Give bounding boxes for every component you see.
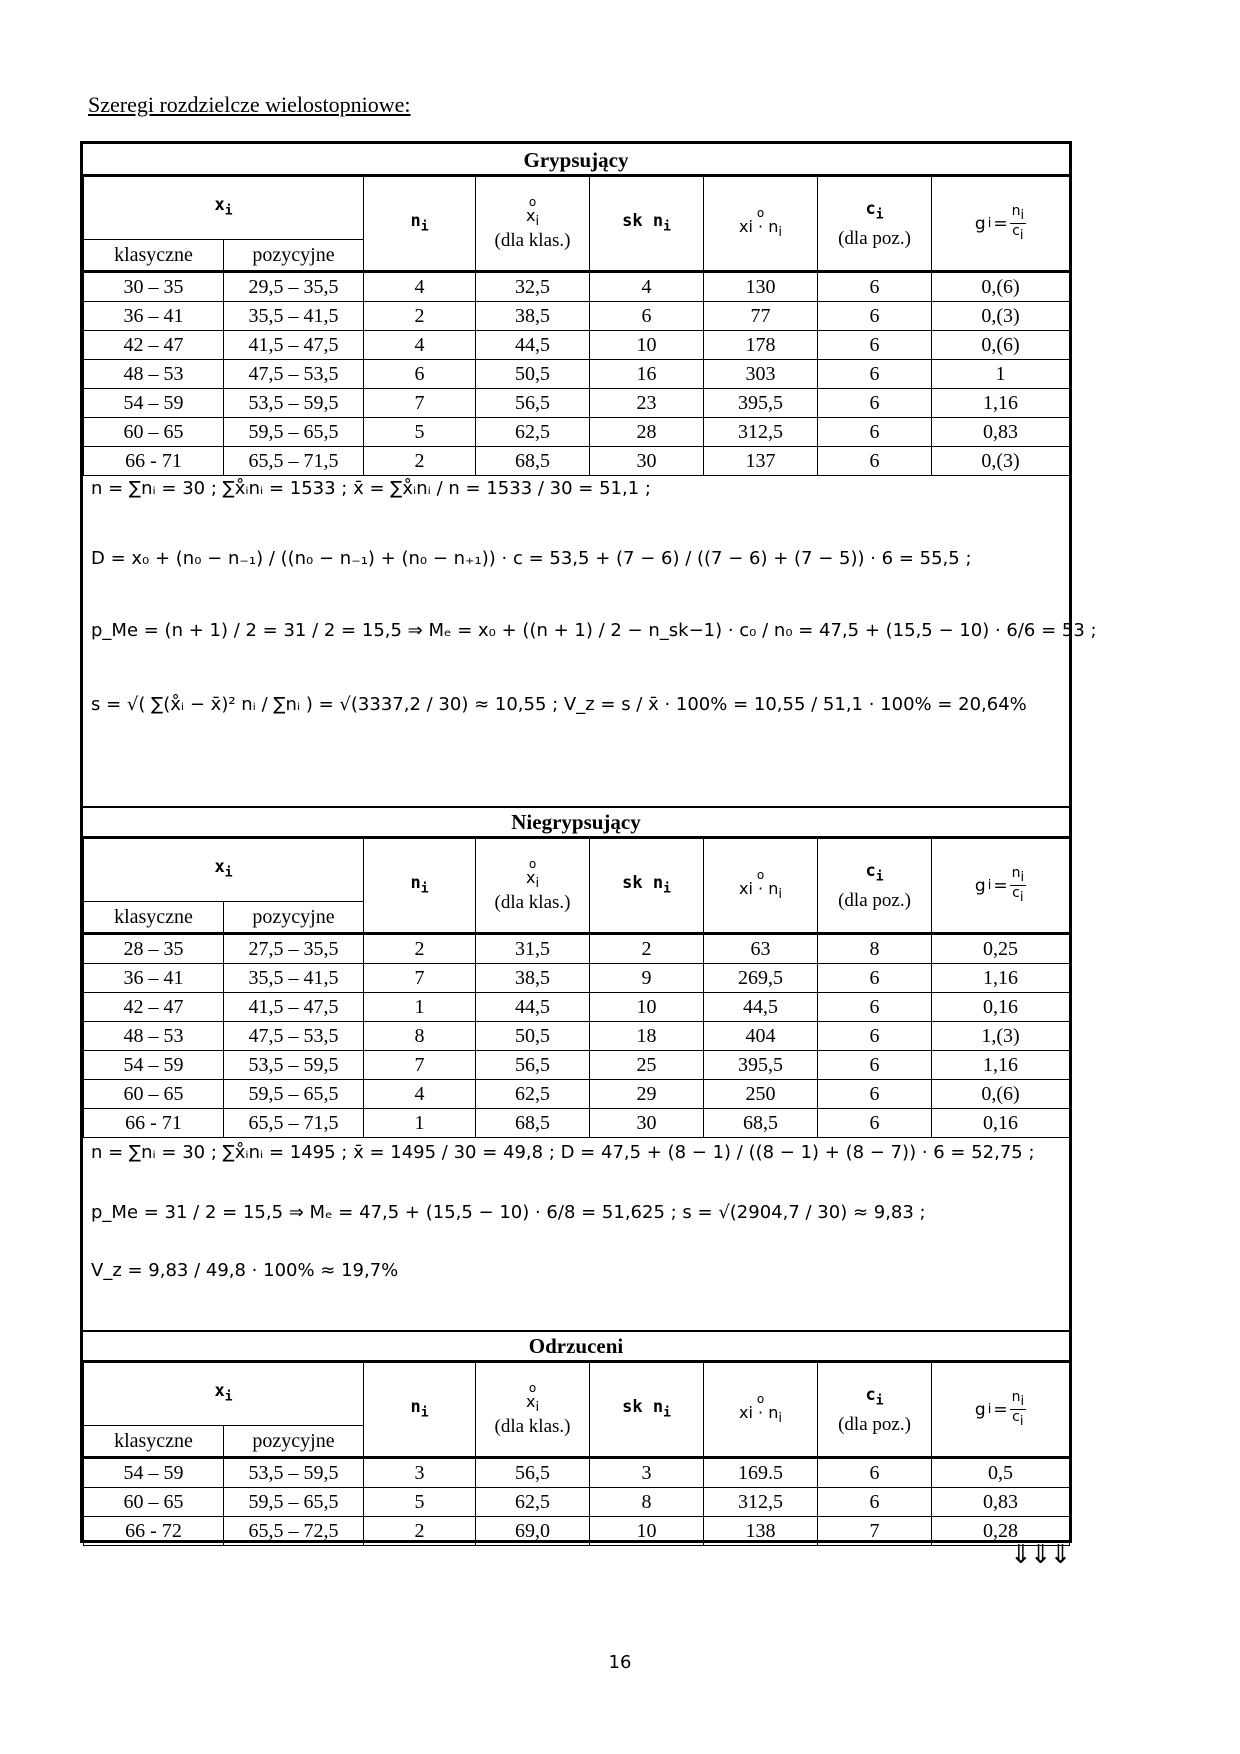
table-cell: 6 — [818, 360, 932, 389]
ci-header: $c_i$ — [865, 1385, 884, 1409]
table-cell: 0,25 — [932, 934, 1070, 964]
table-row — [84, 1488, 1070, 1517]
table-cell: 29 — [590, 1080, 704, 1109]
ci-header: $c_i$ — [865, 199, 884, 223]
table-cell: 6 — [818, 389, 932, 418]
skni-header: sk $n_i$ — [622, 872, 671, 897]
table-cell: 59,5 – 65,5 — [224, 418, 364, 447]
table-cell: 54 – 59 — [84, 389, 224, 418]
formulas-niegrypsujacy — [83, 1126, 1069, 1306]
table-cell: 0,(3) — [932, 447, 1070, 476]
table-cell: 28 — [590, 418, 704, 447]
xo-header: o $x_i$ — [525, 194, 540, 230]
table-cell: 16 — [590, 360, 704, 389]
xini-header: o xi · $n_i$ — [739, 868, 782, 903]
table-cell: 66 - 71 — [84, 1109, 224, 1138]
table-cell: 6 — [818, 1109, 932, 1138]
table-cell: 1 — [364, 1109, 476, 1138]
table-cell: 1,16 — [932, 1051, 1070, 1080]
ni-header: $n_i$ — [410, 872, 429, 897]
table-cell: 1,16 — [932, 964, 1070, 993]
table-cell: 54 – 59 — [84, 1051, 224, 1080]
table-row — [84, 934, 1070, 964]
table-cell: 6 — [818, 993, 932, 1022]
table-cell: 269,5 — [704, 964, 818, 993]
table-cell: 42 – 47 — [84, 331, 224, 360]
table-cell: 6 — [818, 1080, 932, 1109]
table-cell: 7 — [364, 389, 476, 418]
table-cell: 169.5 — [704, 1458, 818, 1488]
table-cell: 4 — [364, 1080, 476, 1109]
gi-header: g i = $\frac{ni}{ci}$ — [974, 865, 1025, 905]
table-cell: 2 — [364, 302, 476, 331]
table-cell: 50,5 — [476, 1022, 590, 1051]
table-niegrypsujacy — [83, 838, 1070, 1138]
xi-header: $x_i$ — [214, 195, 233, 219]
xi-header: $x_i$ — [214, 857, 233, 881]
table-cell: 6 — [818, 302, 932, 331]
table-cell: 42 – 47 — [84, 993, 224, 1022]
gi-header: g i = $\frac{ni}{ci}$ — [974, 203, 1025, 243]
xini-header: o xi · $n_i$ — [739, 206, 782, 241]
table-cell: 0,(6) — [932, 272, 1070, 302]
table-cell: 5 — [364, 418, 476, 447]
xi-header: $x_i$ — [214, 1381, 233, 1405]
table-cell: 23 — [590, 389, 704, 418]
table-cell: 25 — [590, 1051, 704, 1080]
table-cell: 48 – 53 — [84, 360, 224, 389]
table-cell: 1,(3) — [932, 1022, 1070, 1051]
table-cell: 6 — [364, 360, 476, 389]
table-cell: 0,83 — [932, 1488, 1070, 1517]
table-cell: 6 — [818, 272, 932, 302]
table-cell: 32,5 — [476, 272, 590, 302]
skni-header: sk $n_i$ — [622, 1396, 671, 1421]
table-cell: 1 — [932, 360, 1070, 389]
table-cell: 6 — [818, 1488, 932, 1517]
table-cell: 38,5 — [476, 302, 590, 331]
statistics-frame — [80, 141, 1097, 1543]
table-cell: 50,5 — [476, 360, 590, 389]
table-cell: 4 — [590, 272, 704, 302]
table-cell: 5 — [364, 1488, 476, 1517]
table-cell: 35,5 – 41,5 — [224, 964, 364, 993]
pozycyjne-label: pozycyjne — [252, 906, 335, 928]
table-cell: 29,5 – 35,5 — [224, 272, 364, 302]
table-odrzuceni — [83, 1362, 1070, 1546]
table-cell: 36 – 41 — [84, 302, 224, 331]
table-cell: 1 — [364, 993, 476, 1022]
table-cell: 66 - 71 — [84, 447, 224, 476]
dla-klas-label: (dla klas.) — [494, 230, 571, 252]
table-cell: 56,5 — [476, 1051, 590, 1080]
table-cell: 10 — [590, 331, 704, 360]
formula-line: n = ∑nᵢ = 30 ; ∑x̊ᵢnᵢ = 1533 ; x̄ = ∑x̊ᵢnᵢ / n = 1533 / 30 = 51,1 ; — [91, 478, 651, 499]
table-cell: 0,28 — [932, 1517, 1070, 1546]
table-cell: 10 — [590, 1517, 704, 1546]
table-cell: 7 — [364, 964, 476, 993]
table-cell: 62,5 — [476, 418, 590, 447]
table-cell: 178 — [704, 331, 818, 360]
table-cell: 4 — [364, 331, 476, 360]
klasyczne-label: klasyczne — [114, 1430, 193, 1452]
table-cell: 0,83 — [932, 418, 1070, 447]
table-cell: 60 – 65 — [84, 1488, 224, 1517]
pozycyjne-label: pozycyjne — [252, 244, 335, 266]
table-cell: 7 — [364, 1051, 476, 1080]
section-title-odrzuceni: Odrzuceni — [83, 1330, 1069, 1362]
table-cell: 38,5 — [476, 964, 590, 993]
table-cell: 59,5 – 65,5 — [224, 1080, 364, 1109]
ni-header: $n_i$ — [410, 210, 429, 235]
table-cell: 56,5 — [476, 389, 590, 418]
table-cell: 250 — [704, 1080, 818, 1109]
table-cell: 56,5 — [476, 1458, 590, 1488]
table-cell: 8 — [590, 1488, 704, 1517]
table-cell: 312,5 — [704, 418, 818, 447]
continuation-arrows: ⇓⇓⇓ — [1010, 1540, 1070, 1570]
table-cell: 41,5 – 47,5 — [224, 331, 364, 360]
table-cell: 66 - 72 — [84, 1517, 224, 1546]
klasyczne-label: klasyczne — [114, 244, 193, 266]
table-cell: 27,5 – 35,5 — [224, 934, 364, 964]
ci-header: $c_i$ — [865, 861, 884, 885]
formula-line: p_Me = 31 / 2 = 15,5 ⇒ Mₑ = 47,5 + (15,5 − 10) · 6/8 = 51,625 ; s = √(2904,7 / 30) ≈ 9,83 ; — [91, 1202, 926, 1223]
table-cell: 2 — [590, 934, 704, 964]
dla-klas-label: (dla klas.) — [494, 892, 571, 914]
table-cell: 65,5 – 72,5 — [224, 1517, 364, 1546]
table-row — [84, 272, 1070, 302]
table-cell: 0,(6) — [932, 331, 1070, 360]
table-cell: 47,5 – 53,5 — [224, 1022, 364, 1051]
table-grypsujacy — [83, 176, 1070, 476]
formula-line: D = x₀ + (n₀ − n₋₁) / ((n₀ − n₋₁) + (n₀ − n₊₁)) · c = 53,5 + (7 − 6) / ((7 − 6) + (7 − 5)) · 6 = 55,5 ; — [91, 548, 972, 569]
xo-header: o $x_i$ — [525, 1380, 540, 1416]
skni-header: sk $n_i$ — [622, 210, 671, 235]
table-cell: 60 – 65 — [84, 1080, 224, 1109]
table-cell: 395,5 — [704, 389, 818, 418]
table-cell: 0,16 — [932, 1109, 1070, 1138]
table-row — [84, 964, 1070, 993]
table-cell: 137 — [704, 447, 818, 476]
table-cell: 65,5 – 71,5 — [224, 447, 364, 476]
dla-poz-label: (dla poz.) — [838, 227, 911, 249]
table-cell: 31,5 — [476, 934, 590, 964]
table-cell: 68,5 — [476, 447, 590, 476]
table-cell: 0,16 — [932, 993, 1070, 1022]
table-cell: 63 — [704, 934, 818, 964]
formula-line: V_z = 9,83 / 49,8 · 100% ≈ 19,7% — [91, 1260, 399, 1281]
table-cell: 138 — [704, 1517, 818, 1546]
table-row — [84, 1458, 1070, 1488]
page-number: 16 — [608, 1652, 632, 1673]
table-cell: 2 — [364, 1517, 476, 1546]
table-cell: 8 — [818, 934, 932, 964]
table-cell: 1,16 — [932, 389, 1070, 418]
table-row — [84, 389, 1070, 418]
table-cell: 36 – 41 — [84, 964, 224, 993]
table-cell: 53,5 – 59,5 — [224, 1458, 364, 1488]
table-cell: 6 — [818, 447, 932, 476]
table-cell: 0,5 — [932, 1458, 1070, 1488]
section-title-niegrypsujacy: Niegrypsujący — [83, 806, 1069, 838]
table-row — [84, 360, 1070, 389]
table-cell: 3 — [590, 1458, 704, 1488]
table-cell: 404 — [704, 1022, 818, 1051]
table-cell: 69,0 — [476, 1517, 590, 1546]
table-cell: 3 — [364, 1458, 476, 1488]
section-title-grypsujacy: Grypsujący — [83, 144, 1069, 176]
table-cell: 62,5 — [476, 1080, 590, 1109]
table-cell: 44,5 — [704, 993, 818, 1022]
xo-header: o $x_i$ — [525, 856, 540, 892]
page-heading: Szeregi rozdzielcze wielostopniowe: — [88, 92, 411, 117]
table-cell: 6 — [818, 1051, 932, 1080]
table-cell: 2 — [364, 447, 476, 476]
table-cell: 53,5 – 59,5 — [224, 389, 364, 418]
table-cell: 6 — [818, 964, 932, 993]
table-cell: 8 — [364, 1022, 476, 1051]
table-row — [84, 1051, 1070, 1080]
table-cell: 35,5 – 41,5 — [224, 302, 364, 331]
table-row — [84, 1517, 1070, 1546]
table-cell: 54 – 59 — [84, 1458, 224, 1488]
pozycyjne-label: pozycyjne — [252, 1430, 335, 1452]
table-cell: 2 — [364, 934, 476, 964]
table-cell: 47,5 – 53,5 — [224, 360, 364, 389]
formula-line: n = ∑nᵢ = 30 ; ∑x̊ᵢnᵢ = 1495 ; x̄ = 1495 / 30 = 49,8 ; D = 47,5 + (8 − 1) / ((8 − 1) + (8 − 7)) · 6 = 52,75 ; — [91, 1142, 1035, 1163]
dla-klas-label: (dla klas.) — [494, 1416, 571, 1438]
table-cell: 6 — [818, 331, 932, 360]
table-cell: 44,5 — [476, 993, 590, 1022]
table-cell: 312,5 — [704, 1488, 818, 1517]
table-cell: 7 — [818, 1517, 932, 1546]
table-cell: 30 — [590, 447, 704, 476]
table-cell: 68,5 — [704, 1109, 818, 1138]
table-cell: 0,(3) — [932, 302, 1070, 331]
dla-poz-label: (dla poz.) — [838, 1413, 911, 1435]
dla-poz-label: (dla poz.) — [838, 889, 911, 911]
table-row — [84, 1022, 1070, 1051]
table-cell: 18 — [590, 1022, 704, 1051]
table-row — [84, 302, 1070, 331]
formula-line: p_Me = (n + 1) / 2 = 31 / 2 = 15,5 ⇒ Mₑ = x₀ + ((n + 1) / 2 − n_sk−1) · c₀ / n₀ = 47,5 + (15,5 − 10) · 6/6 = 53 ; — [91, 620, 1097, 641]
table-cell: 0,(6) — [932, 1080, 1070, 1109]
table-row — [84, 1080, 1070, 1109]
table-cell: 53,5 – 59,5 — [224, 1051, 364, 1080]
table-cell: 4 — [364, 272, 476, 302]
table-cell: 68,5 — [476, 1109, 590, 1138]
table-row — [84, 331, 1070, 360]
table-cell: 6 — [818, 1458, 932, 1488]
gi-header: g i = $\frac{ni}{ci}$ — [974, 1389, 1025, 1429]
table-cell: 28 – 35 — [84, 934, 224, 964]
formulas-grypsujacy — [83, 464, 1097, 752]
table-row — [84, 993, 1070, 1022]
table-cell: 62,5 — [476, 1488, 590, 1517]
table-cell: 65,5 – 71,5 — [224, 1109, 364, 1138]
table-row — [84, 418, 1070, 447]
table-cell: 44,5 — [476, 331, 590, 360]
table-cell: 6 — [818, 418, 932, 447]
table-cell: 30 — [590, 1109, 704, 1138]
table-cell: 303 — [704, 360, 818, 389]
klasyczne-label: klasyczne — [114, 906, 193, 928]
table-cell: 130 — [704, 272, 818, 302]
table-cell: 59,5 – 65,5 — [224, 1488, 364, 1517]
table-cell: 60 – 65 — [84, 418, 224, 447]
table-cell: 9 — [590, 964, 704, 993]
table-cell: 77 — [704, 302, 818, 331]
table-cell: 6 — [590, 302, 704, 331]
table-cell: 395,5 — [704, 1051, 818, 1080]
ni-header: $n_i$ — [410, 1396, 429, 1421]
table-cell: 41,5 – 47,5 — [224, 993, 364, 1022]
table-cell: 30 – 35 — [84, 272, 224, 302]
table-cell: 10 — [590, 993, 704, 1022]
table-cell: 6 — [818, 1022, 932, 1051]
xini-header: o xi · $n_i$ — [739, 1392, 782, 1427]
table-cell: 48 – 53 — [84, 1022, 224, 1051]
formula-line: s = √( ∑(x̊ᵢ − x̄)² nᵢ / ∑nᵢ ) = √(3337,2 / 30) ≈ 10,55 ; V_z = s / x̄ · 100% = 10,55 / 51,1 · 100% = 20,64% — [91, 694, 1027, 715]
